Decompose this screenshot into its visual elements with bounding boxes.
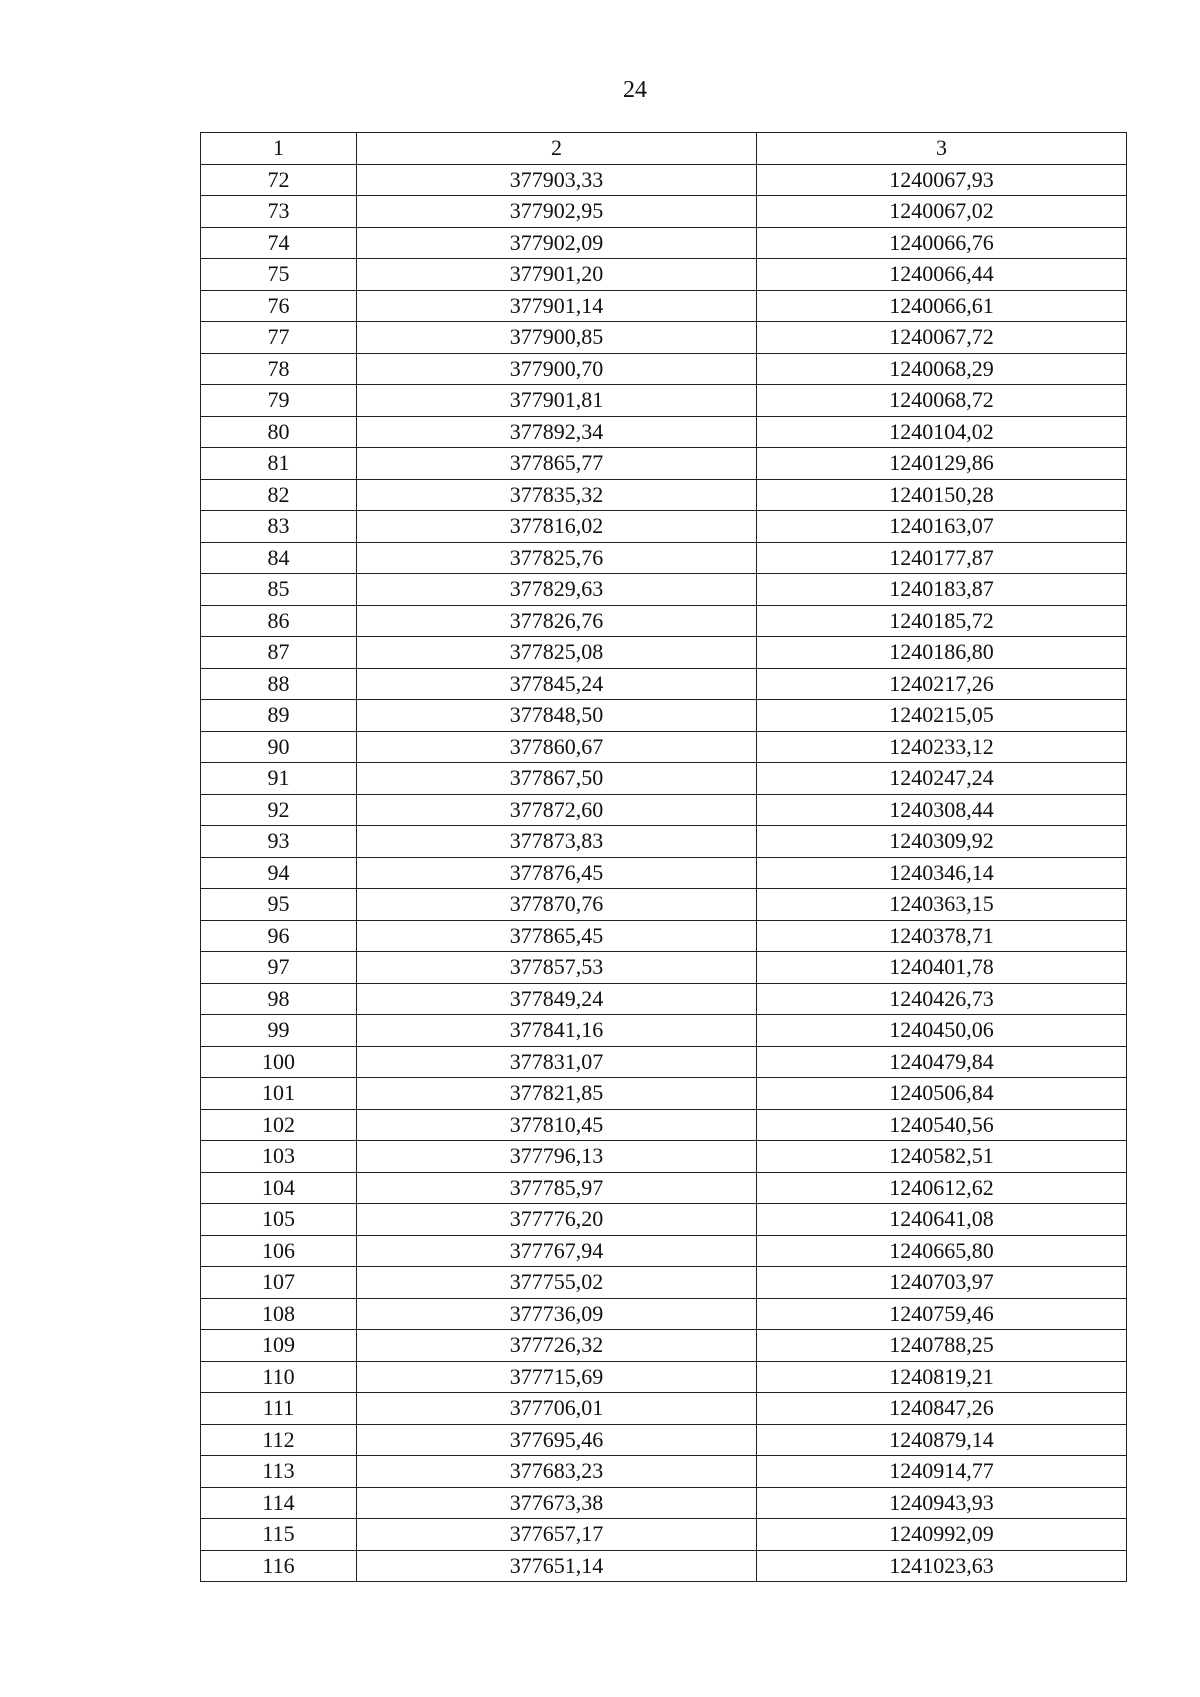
y-coordinate-cell: 1240129,86 bbox=[757, 448, 1127, 480]
x-coordinate-cell: 377695,46 bbox=[357, 1424, 757, 1456]
table-row bbox=[201, 353, 1127, 385]
point-number-cell: 89 bbox=[201, 700, 357, 732]
point-number-cell: 100 bbox=[201, 1046, 357, 1078]
point-number-cell: 99 bbox=[201, 1015, 357, 1047]
y-coordinate-cell: 1240247,24 bbox=[757, 763, 1127, 795]
x-coordinate-cell: 377816,02 bbox=[357, 511, 757, 543]
y-coordinate-cell: 1240104,02 bbox=[757, 416, 1127, 448]
point-number-cell: 103 bbox=[201, 1141, 357, 1173]
point-number-cell: 98 bbox=[201, 983, 357, 1015]
table-row bbox=[201, 448, 1127, 480]
column-header-3: 3 bbox=[757, 133, 1127, 165]
y-coordinate-cell: 1240759,46 bbox=[757, 1298, 1127, 1330]
y-coordinate-cell: 1240703,97 bbox=[757, 1267, 1127, 1299]
point-number-cell: 96 bbox=[201, 920, 357, 952]
point-number-cell: 110 bbox=[201, 1361, 357, 1393]
point-number-cell: 77 bbox=[201, 322, 357, 354]
point-number-cell: 72 bbox=[201, 164, 357, 196]
table-row bbox=[201, 1046, 1127, 1078]
table-row bbox=[201, 1393, 1127, 1425]
table-row bbox=[201, 920, 1127, 952]
table-row bbox=[201, 1424, 1127, 1456]
point-number-cell: 97 bbox=[201, 952, 357, 984]
point-number-cell: 81 bbox=[201, 448, 357, 480]
table-row bbox=[201, 416, 1127, 448]
y-coordinate-cell: 1240992,09 bbox=[757, 1519, 1127, 1551]
x-coordinate-cell: 377892,34 bbox=[357, 416, 757, 448]
table-row bbox=[201, 1078, 1127, 1110]
point-number-cell: 82 bbox=[201, 479, 357, 511]
table-row bbox=[201, 605, 1127, 637]
x-coordinate-cell: 377706,01 bbox=[357, 1393, 757, 1425]
y-coordinate-cell: 1240067,93 bbox=[757, 164, 1127, 196]
x-coordinate-cell: 377867,50 bbox=[357, 763, 757, 795]
y-coordinate-cell: 1240308,44 bbox=[757, 794, 1127, 826]
point-number-cell: 109 bbox=[201, 1330, 357, 1362]
point-number-cell: 91 bbox=[201, 763, 357, 795]
y-coordinate-cell: 1240309,92 bbox=[757, 826, 1127, 858]
y-coordinate-cell: 1240788,25 bbox=[757, 1330, 1127, 1362]
x-coordinate-cell: 377901,20 bbox=[357, 259, 757, 291]
x-coordinate-cell: 377776,20 bbox=[357, 1204, 757, 1236]
table-row bbox=[201, 1487, 1127, 1519]
table-row bbox=[201, 794, 1127, 826]
x-coordinate-cell: 377901,14 bbox=[357, 290, 757, 322]
x-coordinate-cell: 377810,45 bbox=[357, 1109, 757, 1141]
y-coordinate-cell: 1241023,63 bbox=[757, 1550, 1127, 1582]
table-row bbox=[201, 1015, 1127, 1047]
y-coordinate-cell: 1240506,84 bbox=[757, 1078, 1127, 1110]
point-number-cell: 116 bbox=[201, 1550, 357, 1582]
point-number-cell: 111 bbox=[201, 1393, 357, 1425]
table-row bbox=[201, 1172, 1127, 1204]
page-number: 24 bbox=[623, 77, 647, 103]
point-number-cell: 105 bbox=[201, 1204, 357, 1236]
point-number-cell: 75 bbox=[201, 259, 357, 291]
y-coordinate-cell: 1240068,29 bbox=[757, 353, 1127, 385]
x-coordinate-cell: 377873,83 bbox=[357, 826, 757, 858]
table-row bbox=[201, 763, 1127, 795]
point-number-cell: 95 bbox=[201, 889, 357, 921]
y-coordinate-cell: 1240186,80 bbox=[757, 637, 1127, 669]
x-coordinate-cell: 377860,67 bbox=[357, 731, 757, 763]
table-row bbox=[201, 385, 1127, 417]
x-coordinate-cell: 377870,76 bbox=[357, 889, 757, 921]
table-row bbox=[201, 574, 1127, 606]
table-row bbox=[201, 857, 1127, 889]
x-coordinate-cell: 377902,95 bbox=[357, 196, 757, 228]
x-coordinate-cell: 377902,09 bbox=[357, 227, 757, 259]
point-number-cell: 108 bbox=[201, 1298, 357, 1330]
point-number-cell: 84 bbox=[201, 542, 357, 574]
x-coordinate-cell: 377848,50 bbox=[357, 700, 757, 732]
y-coordinate-cell: 1240217,26 bbox=[757, 668, 1127, 700]
table-row bbox=[201, 1456, 1127, 1488]
header-row bbox=[201, 133, 1127, 165]
x-coordinate-cell: 377673,38 bbox=[357, 1487, 757, 1519]
y-coordinate-cell: 1240183,87 bbox=[757, 574, 1127, 606]
table-row bbox=[201, 1330, 1127, 1362]
x-coordinate-cell: 377651,14 bbox=[357, 1550, 757, 1582]
table-row bbox=[201, 1235, 1127, 1267]
x-coordinate-cell: 377865,45 bbox=[357, 920, 757, 952]
y-coordinate-cell: 1240914,77 bbox=[757, 1456, 1127, 1488]
y-coordinate-cell: 1240346,14 bbox=[757, 857, 1127, 889]
point-number-cell: 90 bbox=[201, 731, 357, 763]
y-coordinate-cell: 1240582,51 bbox=[757, 1141, 1127, 1173]
point-number-cell: 86 bbox=[201, 605, 357, 637]
x-coordinate-cell: 377736,09 bbox=[357, 1298, 757, 1330]
y-coordinate-cell: 1240665,80 bbox=[757, 1235, 1127, 1267]
table-row bbox=[201, 1109, 1127, 1141]
table-header bbox=[201, 133, 1127, 165]
table-row bbox=[201, 1298, 1127, 1330]
point-number-cell: 85 bbox=[201, 574, 357, 606]
table-row bbox=[201, 511, 1127, 543]
x-coordinate-cell: 377755,02 bbox=[357, 1267, 757, 1299]
table-body bbox=[201, 164, 1127, 1582]
column-header-1: 1 bbox=[201, 133, 357, 165]
x-coordinate-cell: 377872,60 bbox=[357, 794, 757, 826]
table-row bbox=[201, 889, 1127, 921]
x-coordinate-cell: 377785,97 bbox=[357, 1172, 757, 1204]
y-coordinate-cell: 1240067,02 bbox=[757, 196, 1127, 228]
x-coordinate-cell: 377825,76 bbox=[357, 542, 757, 574]
point-number-cell: 114 bbox=[201, 1487, 357, 1519]
point-number-cell: 112 bbox=[201, 1424, 357, 1456]
point-number-cell: 115 bbox=[201, 1519, 357, 1551]
y-coordinate-cell: 1240163,07 bbox=[757, 511, 1127, 543]
y-coordinate-cell: 1240185,72 bbox=[757, 605, 1127, 637]
point-number-cell: 76 bbox=[201, 290, 357, 322]
point-number-cell: 79 bbox=[201, 385, 357, 417]
point-number-cell: 87 bbox=[201, 637, 357, 669]
x-coordinate-cell: 377900,85 bbox=[357, 322, 757, 354]
y-coordinate-cell: 1240641,08 bbox=[757, 1204, 1127, 1236]
y-coordinate-cell: 1240233,12 bbox=[757, 731, 1127, 763]
x-coordinate-cell: 377726,32 bbox=[357, 1330, 757, 1362]
table-row bbox=[201, 322, 1127, 354]
x-coordinate-cell: 377826,76 bbox=[357, 605, 757, 637]
y-coordinate-cell: 1240215,05 bbox=[757, 700, 1127, 732]
x-coordinate-cell: 377900,70 bbox=[357, 353, 757, 385]
x-coordinate-cell: 377901,81 bbox=[357, 385, 757, 417]
y-coordinate-cell: 1240363,15 bbox=[757, 889, 1127, 921]
table-row bbox=[201, 1267, 1127, 1299]
y-coordinate-cell: 1240066,76 bbox=[757, 227, 1127, 259]
point-number-cell: 92 bbox=[201, 794, 357, 826]
x-coordinate-cell: 377825,08 bbox=[357, 637, 757, 669]
column-header-2: 2 bbox=[357, 133, 757, 165]
table-row bbox=[201, 637, 1127, 669]
y-coordinate-cell: 1240066,61 bbox=[757, 290, 1127, 322]
point-number-cell: 113 bbox=[201, 1456, 357, 1488]
x-coordinate-cell: 377845,24 bbox=[357, 668, 757, 700]
y-coordinate-cell: 1240847,26 bbox=[757, 1393, 1127, 1425]
x-coordinate-cell: 377683,23 bbox=[357, 1456, 757, 1488]
x-coordinate-cell: 377857,53 bbox=[357, 952, 757, 984]
table-row bbox=[201, 259, 1127, 291]
x-coordinate-cell: 377767,94 bbox=[357, 1235, 757, 1267]
y-coordinate-cell: 1240068,72 bbox=[757, 385, 1127, 417]
y-coordinate-cell: 1240177,87 bbox=[757, 542, 1127, 574]
y-coordinate-cell: 1240067,72 bbox=[757, 322, 1127, 354]
x-coordinate-cell: 377715,69 bbox=[357, 1361, 757, 1393]
point-number-cell: 78 bbox=[201, 353, 357, 385]
table-row bbox=[201, 1550, 1127, 1582]
point-number-cell: 106 bbox=[201, 1235, 357, 1267]
table-row bbox=[201, 479, 1127, 511]
y-coordinate-cell: 1240401,78 bbox=[757, 952, 1127, 984]
point-number-cell: 83 bbox=[201, 511, 357, 543]
x-coordinate-cell: 377903,33 bbox=[357, 164, 757, 196]
x-coordinate-cell: 377829,63 bbox=[357, 574, 757, 606]
table-row bbox=[201, 700, 1127, 732]
y-coordinate-cell: 1240612,62 bbox=[757, 1172, 1127, 1204]
table-row bbox=[201, 164, 1127, 196]
table-row bbox=[201, 196, 1127, 228]
coordinates-table bbox=[200, 132, 1127, 1582]
y-coordinate-cell: 1240150,28 bbox=[757, 479, 1127, 511]
x-coordinate-cell: 377657,17 bbox=[357, 1519, 757, 1551]
point-number-cell: 73 bbox=[201, 196, 357, 228]
y-coordinate-cell: 1240540,56 bbox=[757, 1109, 1127, 1141]
y-coordinate-cell: 1240819,21 bbox=[757, 1361, 1127, 1393]
x-coordinate-cell: 377849,24 bbox=[357, 983, 757, 1015]
table-row bbox=[201, 1361, 1127, 1393]
x-coordinate-cell: 377835,32 bbox=[357, 479, 757, 511]
table-row bbox=[201, 826, 1127, 858]
table-row bbox=[201, 668, 1127, 700]
table-row bbox=[201, 1519, 1127, 1551]
y-coordinate-cell: 1240450,06 bbox=[757, 1015, 1127, 1047]
y-coordinate-cell: 1240879,14 bbox=[757, 1424, 1127, 1456]
point-number-cell: 74 bbox=[201, 227, 357, 259]
y-coordinate-cell: 1240479,84 bbox=[757, 1046, 1127, 1078]
point-number-cell: 93 bbox=[201, 826, 357, 858]
point-number-cell: 94 bbox=[201, 857, 357, 889]
table-row bbox=[201, 983, 1127, 1015]
y-coordinate-cell: 1240066,44 bbox=[757, 259, 1127, 291]
y-coordinate-cell: 1240426,73 bbox=[757, 983, 1127, 1015]
table-row bbox=[201, 1141, 1127, 1173]
x-coordinate-cell: 377831,07 bbox=[357, 1046, 757, 1078]
x-coordinate-cell: 377821,85 bbox=[357, 1078, 757, 1110]
y-coordinate-cell: 1240378,71 bbox=[757, 920, 1127, 952]
x-coordinate-cell: 377865,77 bbox=[357, 448, 757, 480]
x-coordinate-cell: 377876,45 bbox=[357, 857, 757, 889]
table-row bbox=[201, 952, 1127, 984]
point-number-cell: 102 bbox=[201, 1109, 357, 1141]
point-number-cell: 80 bbox=[201, 416, 357, 448]
point-number-cell: 104 bbox=[201, 1172, 357, 1204]
table-row bbox=[201, 290, 1127, 322]
table-row bbox=[201, 542, 1127, 574]
point-number-cell: 107 bbox=[201, 1267, 357, 1299]
table-row bbox=[201, 1204, 1127, 1236]
table-row bbox=[201, 731, 1127, 763]
point-number-cell: 101 bbox=[201, 1078, 357, 1110]
x-coordinate-cell: 377796,13 bbox=[357, 1141, 757, 1173]
y-coordinate-cell: 1240943,93 bbox=[757, 1487, 1127, 1519]
x-coordinate-cell: 377841,16 bbox=[357, 1015, 757, 1047]
table-row bbox=[201, 227, 1127, 259]
point-number-cell: 88 bbox=[201, 668, 357, 700]
